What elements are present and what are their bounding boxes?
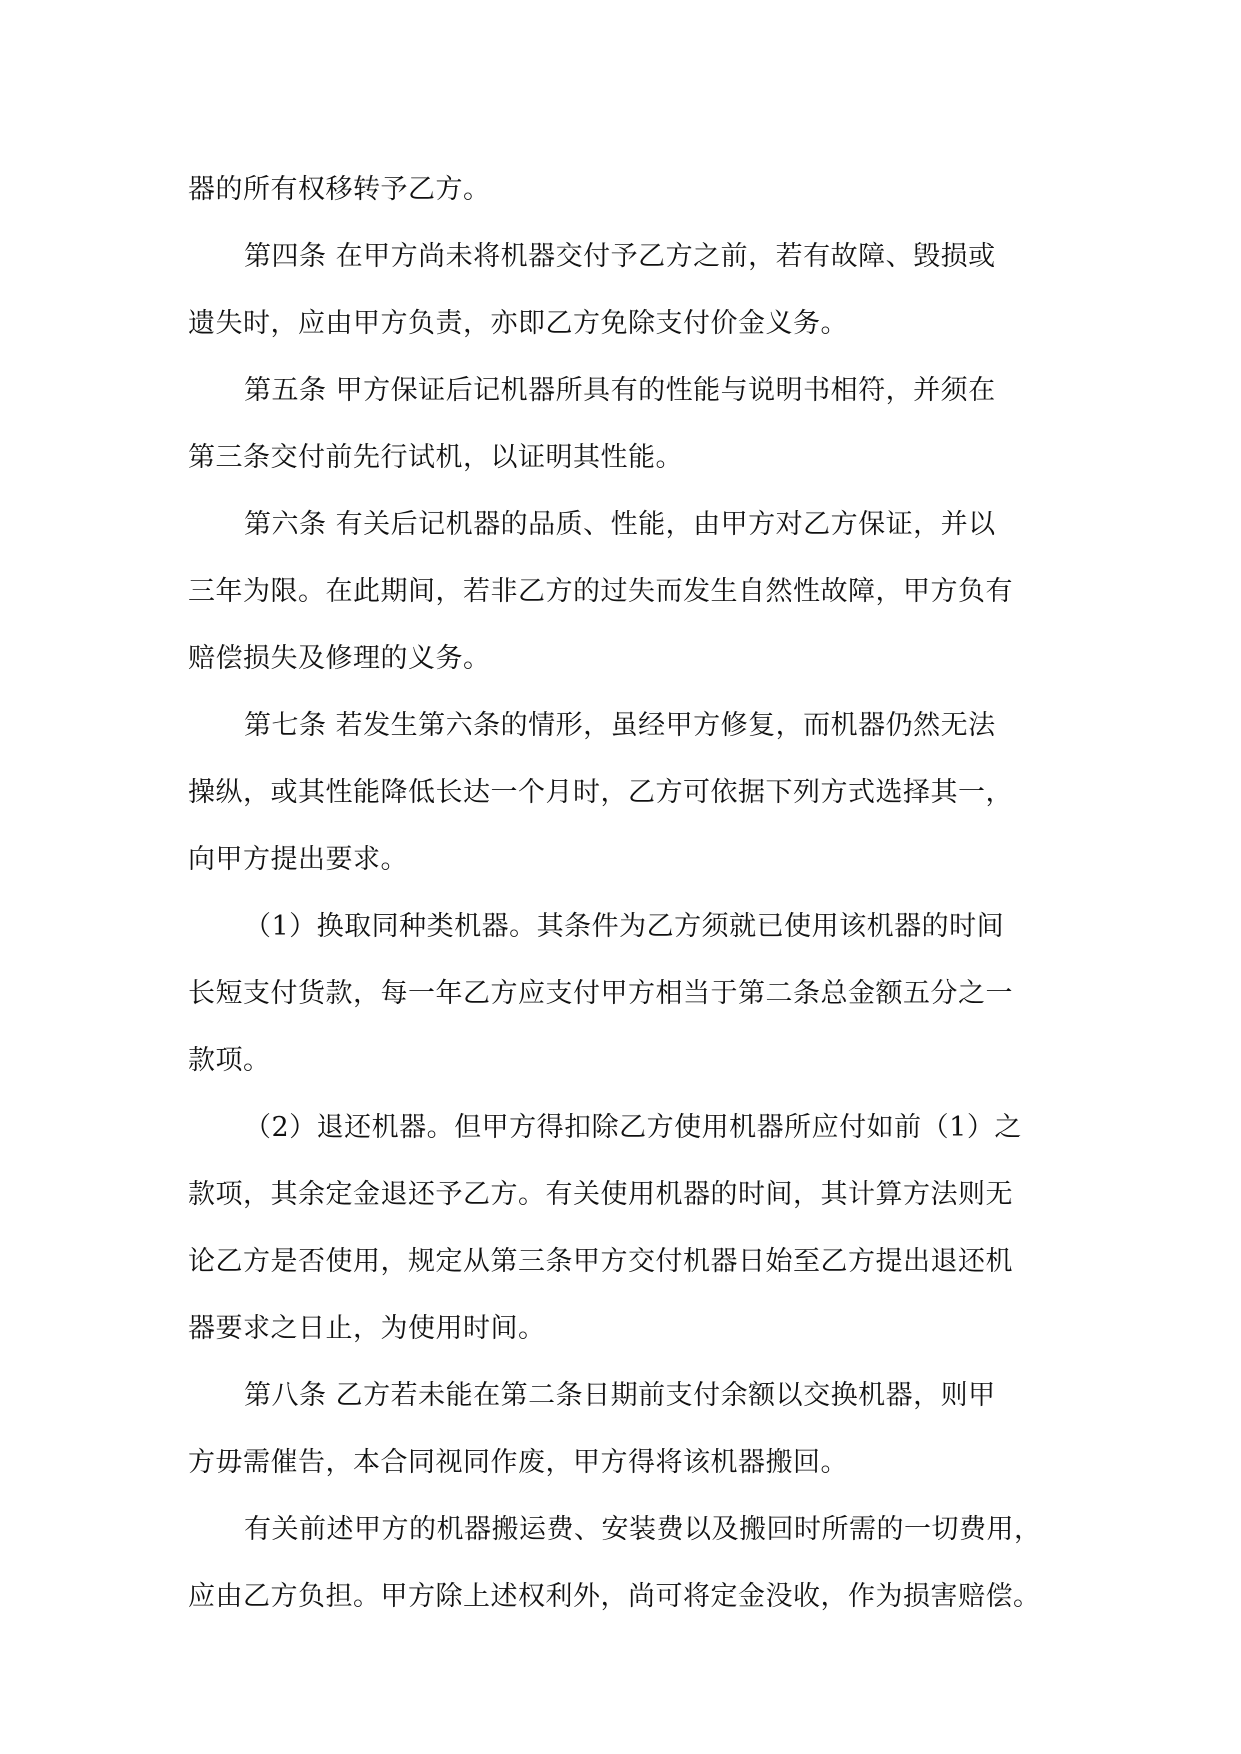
text-line-16: 论乙方是否使用，规定从第三条甲方交付机器日始至乙方提出退还机 xyxy=(188,1246,1013,1277)
document-body xyxy=(188,158,1058,1632)
text-line-15: 款项，其余定金退还予乙方。有关使用机器的时间，其计算方法则无 xyxy=(188,1179,1013,1210)
text-line-14: （2）退还机器。但甲方得扣除乙方使用机器所应付如前（1）之 xyxy=(244,1112,1022,1143)
text-line-2: 遗失时，应由甲方负责，亦即乙方免除支付价金义务。 xyxy=(188,308,848,339)
text-line-19: 方毋需催告，本合同视同作废，甲方得将该机器搬回。 xyxy=(188,1447,848,1478)
text-line-8: 第七条 若发生第六条的情形，虽经甲方修复，而机器仍然无法 xyxy=(244,710,996,741)
text-line-17: 器要求之日止，为使用时间。 xyxy=(188,1313,546,1344)
text-line-7: 赔偿损失及修理的义务。 xyxy=(188,643,491,674)
text-line-10: 向甲方提出要求。 xyxy=(188,844,408,875)
text-line-11: （1）换取同种类机器。其条件为乙方须就已使用该机器的时间 xyxy=(244,911,1005,942)
text-line-0: 器的所有权移转予乙方。 xyxy=(188,174,491,205)
text-line-1: 第四条 在甲方尚未将机器交付予乙方之前，若有故障、毁损或 xyxy=(244,241,996,272)
text-line-18: 第八条 乙方若未能在第二条日期前支付余额以交换机器，则甲 xyxy=(244,1380,996,1411)
text-line-9: 操纵，或其性能降低长达一个月时，乙方可依据下列方式选择其一， xyxy=(188,777,1013,808)
text-line-3: 第五条 甲方保证后记机器所具有的性能与说明书相符，并须在 xyxy=(244,375,996,406)
text-line-5: 第六条 有关后记机器的品质、性能，由甲方对乙方保证，并以 xyxy=(244,509,996,540)
text-line-21: 应由乙方负担。甲方除上述权利外，尚可将定金没收，作为损害赔偿。 xyxy=(188,1581,1041,1612)
text-line-4: 第三条交付前先行试机，以证明其性能。 xyxy=(188,442,683,473)
text-line-12: 长短支付货款，每一年乙方应支付甲方相当于第二条总金额五分之一 xyxy=(188,978,1013,1009)
text-line-13: 款项。 xyxy=(188,1045,271,1076)
text-line-6: 三年为限。在此期间，若非乙方的过失而发生自然性故障，甲方负有 xyxy=(188,576,1013,607)
text-line-20: 有关前述甲方的机器搬运费、安装费以及搬回时所需的一切费用， xyxy=(244,1514,1042,1545)
